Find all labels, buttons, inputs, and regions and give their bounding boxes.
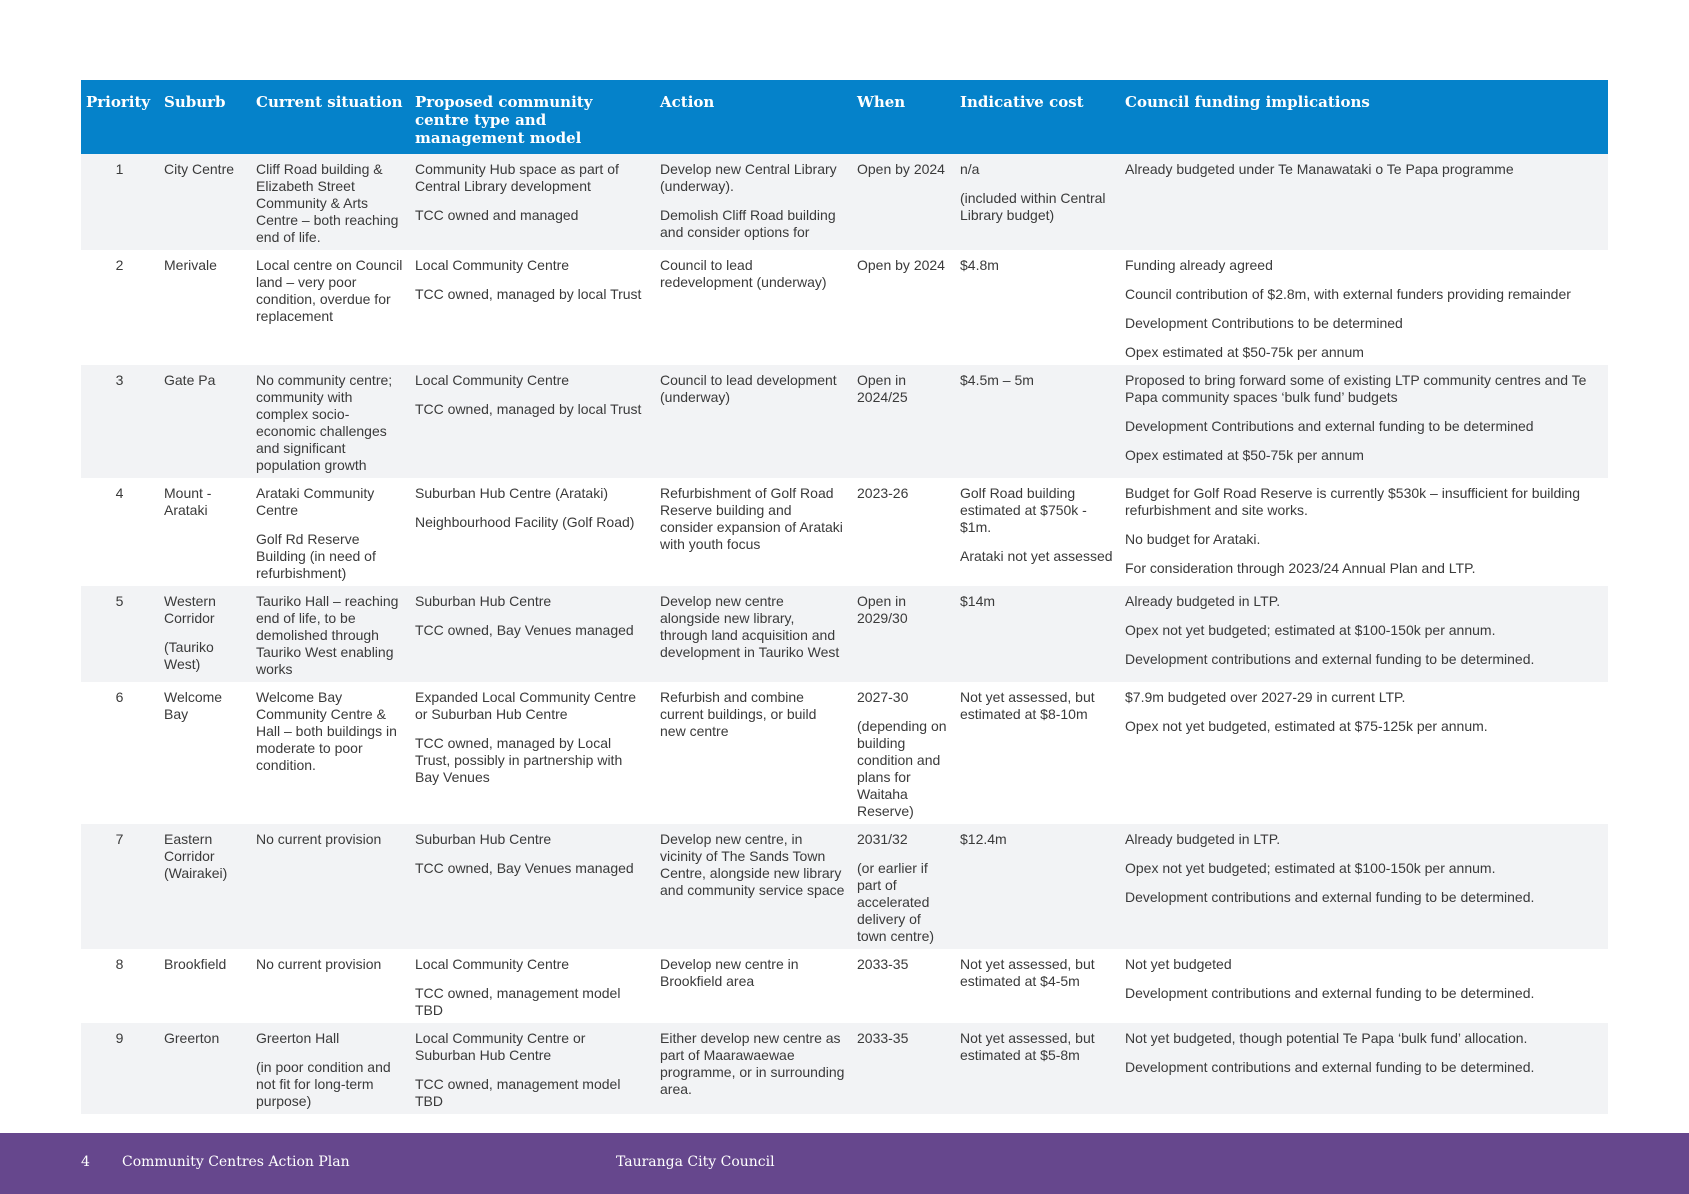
cell-indicative-cost-line: Not yet assessed, but estimated at $5-8m — [960, 1030, 1095, 1063]
cell-current-situation-line: Arataki Community Centre — [256, 485, 375, 518]
cell-action-line: Either develop new centre as part of Maarawaewae programme, or in surrounding area. — [660, 1030, 845, 1097]
cell-proposed-model-line: Local Community Centre — [415, 956, 570, 972]
cell-current-situation — [250, 478, 409, 586]
cell-action — [654, 478, 851, 586]
cell-suburb — [158, 949, 250, 1023]
cell-funding-implications-line: Already budgeted under Te Manawataki o Te Papa programme — [1125, 161, 1514, 177]
table-row — [81, 586, 1608, 682]
cell-indicative-cost-line: Not yet assessed, but estimated at $8-10m — [960, 689, 1095, 722]
cell-proposed-model-line: TCC owned and managed — [415, 207, 579, 223]
cell-when — [851, 586, 954, 682]
cell-proposed-model — [409, 365, 654, 478]
cell-suburb — [158, 1023, 250, 1114]
cell-indicative-cost-line: Golf Road building estimated at $750k - $1m. — [960, 485, 1087, 535]
table-header — [81, 80, 1608, 154]
cell-action — [654, 154, 851, 250]
cell-proposed-model — [409, 250, 654, 365]
cell-indicative-cost-line: (included within Central Library budget) — [960, 190, 1106, 223]
cell-proposed-model — [409, 682, 654, 824]
cell-indicative-cost-line: $4.8m — [960, 257, 999, 273]
cell-when-line: (depending on building condition and plans for Waitaha Reserve) — [857, 718, 947, 819]
cell-funding-implications — [1119, 682, 1608, 824]
cell-proposed-model — [409, 949, 654, 1023]
cell-action — [654, 1023, 851, 1114]
header-priority: Priority — [81, 80, 158, 154]
cell-funding-implications-line: Development Contributions to be determined — [1125, 315, 1403, 331]
cell-funding-implications-line: Development contributions and external funding to be determined. — [1125, 651, 1535, 667]
cell-indicative-cost-line: $4.5m – 5m — [960, 372, 1034, 388]
cell-proposed-model — [409, 586, 654, 682]
cell-action-line: Refurbish and combine current buildings, or build new centre — [660, 689, 817, 739]
header-action: Action — [654, 80, 851, 154]
cell-action-line: Council to lead redevelopment (underway) — [660, 257, 827, 290]
cell-when — [851, 154, 954, 250]
table-row — [81, 682, 1608, 824]
cell-suburb — [158, 154, 250, 250]
cell-action-line: Develop new centre alongside new library, through land acquisition and development in Tauriko West — [660, 593, 840, 660]
cell-proposed-model-line: Neighbourhood Facility (Golf Road) — [415, 514, 635, 530]
cell-funding-implications — [1119, 154, 1608, 250]
cell-when-line: Open in 2029/30 — [857, 593, 908, 626]
cell-proposed-model-line: TCC owned, managed by local Trust — [415, 286, 642, 302]
cell-proposed-model-line: TCC owned, Bay Venues managed — [415, 860, 634, 876]
cell-when-line: (or earlier if part of accelerated delivery of town centre) — [857, 860, 935, 944]
cell-when-line: 2033-35 — [857, 1030, 909, 1046]
cell-indicative-cost — [954, 824, 1119, 949]
cell-current-situation-line: (in poor condition and not fit for long-term purpose) — [256, 1059, 391, 1109]
cell-when-line: Open in 2024/25 — [857, 372, 908, 405]
cell-indicative-cost — [954, 949, 1119, 1023]
table-row — [81, 154, 1608, 250]
cell-when-line: Open by 2024 — [857, 161, 945, 177]
cell-suburb-line: (Tauriko West) — [164, 639, 214, 672]
cell-current-situation-line: No current provision — [256, 956, 382, 972]
cell-funding-implications — [1119, 478, 1608, 586]
cell-funding-implications-line: Development contributions and external funding to be determined. — [1125, 985, 1535, 1001]
cell-funding-implications-line: Opex estimated at $50-75k per annum — [1125, 344, 1364, 360]
header-row — [81, 80, 1608, 154]
cell-when — [851, 682, 954, 824]
header-proposed-model: Proposed community centre type and management model — [409, 80, 654, 154]
cell-funding-implications-line: Development contributions and external funding to be determined. — [1125, 1059, 1535, 1075]
cell-when — [851, 478, 954, 586]
cell-action — [654, 250, 851, 365]
cell-when — [851, 365, 954, 478]
cell-priority: 6 — [81, 682, 158, 824]
cell-funding-implications-line: Budget for Golf Road Reserve is currently $530k – insufficient for building refurbishment and site works. — [1125, 485, 1580, 518]
action-plan-table — [81, 80, 1608, 1114]
table-row — [81, 949, 1608, 1023]
cell-when — [851, 250, 954, 365]
cell-priority: 4 — [81, 478, 158, 586]
cell-suburb-line: Eastern Corridor (Wairakei) — [164, 831, 228, 881]
cell-indicative-cost — [954, 250, 1119, 365]
cell-action-line: Develop new centre in Brookfield area — [660, 956, 799, 989]
table-row — [81, 1023, 1608, 1114]
cell-current-situation-line: Cliff Road building & Elizabeth Street Community & Arts Centre – both reaching end of life. — [256, 161, 399, 245]
cell-suburb — [158, 586, 250, 682]
cell-proposed-model — [409, 478, 654, 586]
cell-proposed-model-line: Community Hub space as part of Central Library development — [415, 161, 619, 194]
cell-when-line: Open by 2024 — [857, 257, 945, 273]
cell-action — [654, 682, 851, 824]
cell-current-situation — [250, 949, 409, 1023]
cell-suburb-line: City Centre — [164, 161, 235, 177]
table-row — [81, 478, 1608, 586]
cell-funding-implications — [1119, 365, 1608, 478]
cell-proposed-model-line: TCC owned, management model TBD — [415, 985, 621, 1018]
cell-when-line: 2023-26 — [857, 485, 909, 501]
cell-proposed-model-line: Suburban Hub Centre — [415, 831, 552, 847]
cell-proposed-model — [409, 1023, 654, 1114]
cell-proposed-model-line: TCC owned, managed by local Trust — [415, 401, 642, 417]
cell-suburb-line: Welcome Bay — [164, 689, 223, 722]
cell-when-line: 2031/32 — [857, 831, 908, 847]
cell-suburb-line: Gate Pa — [164, 372, 216, 388]
cell-indicative-cost — [954, 682, 1119, 824]
cell-current-situation-line: Welcome Bay Community Centre & Hall – both buildings in moderate to poor condition. — [256, 689, 397, 773]
cell-current-situation-line: Golf Rd Reserve Building (in need of refurbishment) — [256, 531, 376, 581]
header-suburb: Suburb — [158, 80, 250, 154]
header-indicative-cost: Indicative cost — [954, 80, 1119, 154]
cell-when-line: 2027-30 — [857, 689, 909, 705]
page-number: 4 — [81, 1154, 90, 1170]
cell-action-line: Demolish Cliff Road building and consider options for — [660, 207, 836, 240]
cell-funding-implications — [1119, 949, 1608, 1023]
table-body — [81, 154, 1608, 1114]
cell-indicative-cost-line: n/a — [960, 161, 980, 177]
cell-action-line: Develop new centre, in vicinity of The Sands Town Centre, alongside new library and community service space — [660, 831, 845, 898]
cell-current-situation — [250, 1023, 409, 1114]
cell-funding-implications-line: Opex estimated at $50-75k per annum — [1125, 447, 1364, 463]
cell-current-situation — [250, 154, 409, 250]
action-plan-table-container — [81, 80, 1608, 1114]
cell-action-line: Refurbishment of Golf Road Reserve building and consider expansion of Arataki with youth focus — [660, 485, 843, 552]
cell-indicative-cost-line: Arataki not yet assessed — [960, 548, 1113, 564]
cell-indicative-cost-line: $14m — [960, 593, 996, 609]
cell-funding-implications-line: Opex not yet budgeted, estimated at $75-125k per annum. — [1125, 718, 1488, 734]
cell-indicative-cost-line: Not yet assessed, but estimated at $4-5m — [960, 956, 1095, 989]
cell-current-situation — [250, 365, 409, 478]
cell-proposed-model-line: Suburban Hub Centre (Arataki) — [415, 485, 608, 501]
cell-priority: 5 — [81, 586, 158, 682]
cell-funding-implications-line: Development contributions and external funding to be determined. — [1125, 889, 1535, 905]
cell-proposed-model-line: TCC owned, Bay Venues managed — [415, 622, 634, 638]
cell-proposed-model-line: Local Community Centre or Suburban Hub Centre — [415, 1030, 586, 1063]
cell-action — [654, 365, 851, 478]
cell-when — [851, 1023, 954, 1114]
cell-action — [654, 586, 851, 682]
cell-current-situation-line: No current provision — [256, 831, 382, 847]
cell-current-situation — [250, 682, 409, 824]
cell-priority: 9 — [81, 1023, 158, 1114]
cell-suburb — [158, 365, 250, 478]
cell-current-situation-line: Tauriko Hall – reaching end of life, to be demolished through Tauriko West enabling works — [256, 593, 399, 677]
cell-when — [851, 824, 954, 949]
cell-action — [654, 824, 851, 949]
cell-proposed-model-line: TCC owned, management model TBD — [415, 1076, 621, 1109]
cell-suburb-line: Greerton — [164, 1030, 220, 1046]
cell-funding-implications-line: Proposed to bring forward some of existing LTP community centres and Te Papa community spaces ‘bulk fund’ budgets — [1125, 372, 1587, 405]
cell-priority: 1 — [81, 154, 158, 250]
cell-proposed-model-line: TCC owned, managed by Local Trust, possibly in partnership with Bay Venues — [415, 735, 623, 785]
cell-suburb — [158, 250, 250, 365]
cell-indicative-cost — [954, 154, 1119, 250]
cell-current-situation-line: No community centre; community with complex socio-economic challenges and significant population growth — [256, 372, 393, 473]
cell-funding-implications-line: Council contribution of $2.8m, with external funders providing remainder — [1125, 286, 1571, 302]
cell-indicative-cost — [954, 478, 1119, 586]
cell-current-situation-line: Greerton Hall — [256, 1030, 340, 1046]
cell-funding-implications — [1119, 824, 1608, 949]
cell-funding-implications — [1119, 586, 1608, 682]
cell-action — [654, 949, 851, 1023]
header-when: When — [851, 80, 954, 154]
cell-proposed-model-line: Expanded Local Community Centre or Suburban Hub Centre — [415, 689, 637, 722]
cell-current-situation — [250, 586, 409, 682]
organisation-name: Tauranga City Council — [616, 1154, 775, 1170]
cell-indicative-cost — [954, 586, 1119, 682]
cell-action-line: Council to lead development (underway) — [660, 372, 837, 405]
cell-indicative-cost — [954, 365, 1119, 478]
cell-suburb — [158, 824, 250, 949]
cell-current-situation-line: Local centre on Council land – very poor condition, overdue for replacement — [256, 257, 403, 324]
cell-funding-implications-line: $7.9m budgeted over 2027-29 in current LTP. — [1125, 689, 1406, 705]
cell-funding-implications-line: Development Contributions and external funding to be determined — [1125, 418, 1534, 434]
cell-proposed-model — [409, 824, 654, 949]
table-row — [81, 250, 1608, 365]
cell-suburb-line: Brookfield — [164, 956, 227, 972]
cell-suburb — [158, 682, 250, 824]
cell-funding-implications-line: Not yet budgeted — [1125, 956, 1232, 972]
cell-suburb-line: Mount - Arataki — [164, 485, 212, 518]
cell-indicative-cost — [954, 1023, 1119, 1114]
table-row — [81, 365, 1608, 478]
cell-proposed-model-line: Local Community Centre — [415, 257, 570, 273]
cell-funding-implications-line: No budget for Arataki. — [1125, 531, 1261, 547]
cell-priority: 7 — [81, 824, 158, 949]
page-footer — [0, 1133, 1689, 1194]
cell-proposed-model-line: Local Community Centre — [415, 372, 570, 388]
document-title: Community Centres Action Plan — [122, 1154, 350, 1170]
cell-indicative-cost-line: $12.4m — [960, 831, 1007, 847]
cell-suburb — [158, 478, 250, 586]
cell-suburb-line: Merivale — [164, 257, 217, 273]
header-funding-implications: Council funding implications — [1119, 80, 1608, 154]
cell-funding-implications-line: Opex not yet budgeted; estimated at $100-150k per annum. — [1125, 622, 1496, 638]
table-row — [81, 824, 1608, 949]
cell-suburb-line: Western Corridor — [164, 593, 216, 626]
cell-when-line: 2033-35 — [857, 956, 909, 972]
cell-funding-implications — [1119, 1023, 1608, 1114]
cell-funding-implications-line: Already budgeted in LTP. — [1125, 593, 1281, 609]
cell-funding-implications-line: Already budgeted in LTP. — [1125, 831, 1281, 847]
cell-funding-implications-line: Not yet budgeted, though potential Te Papa ‘bulk fund’ allocation. — [1125, 1030, 1528, 1046]
cell-action-line: Develop new Central Library (underway). — [660, 161, 837, 194]
cell-priority: 2 — [81, 250, 158, 365]
cell-funding-implications-line: For consideration through 2023/24 Annual Plan and LTP. — [1125, 560, 1476, 576]
cell-when — [851, 949, 954, 1023]
cell-funding-implications — [1119, 250, 1608, 365]
cell-current-situation — [250, 250, 409, 365]
header-current-situation: Current situation — [250, 80, 409, 154]
cell-proposed-model — [409, 154, 654, 250]
cell-funding-implications-line: Funding already agreed — [1125, 257, 1273, 273]
cell-funding-implications-line: Opex not yet budgeted; estimated at $100-150k per annum. — [1125, 860, 1496, 876]
cell-proposed-model-line: Suburban Hub Centre — [415, 593, 552, 609]
cell-current-situation — [250, 824, 409, 949]
cell-priority: 3 — [81, 365, 158, 478]
cell-priority: 8 — [81, 949, 158, 1023]
